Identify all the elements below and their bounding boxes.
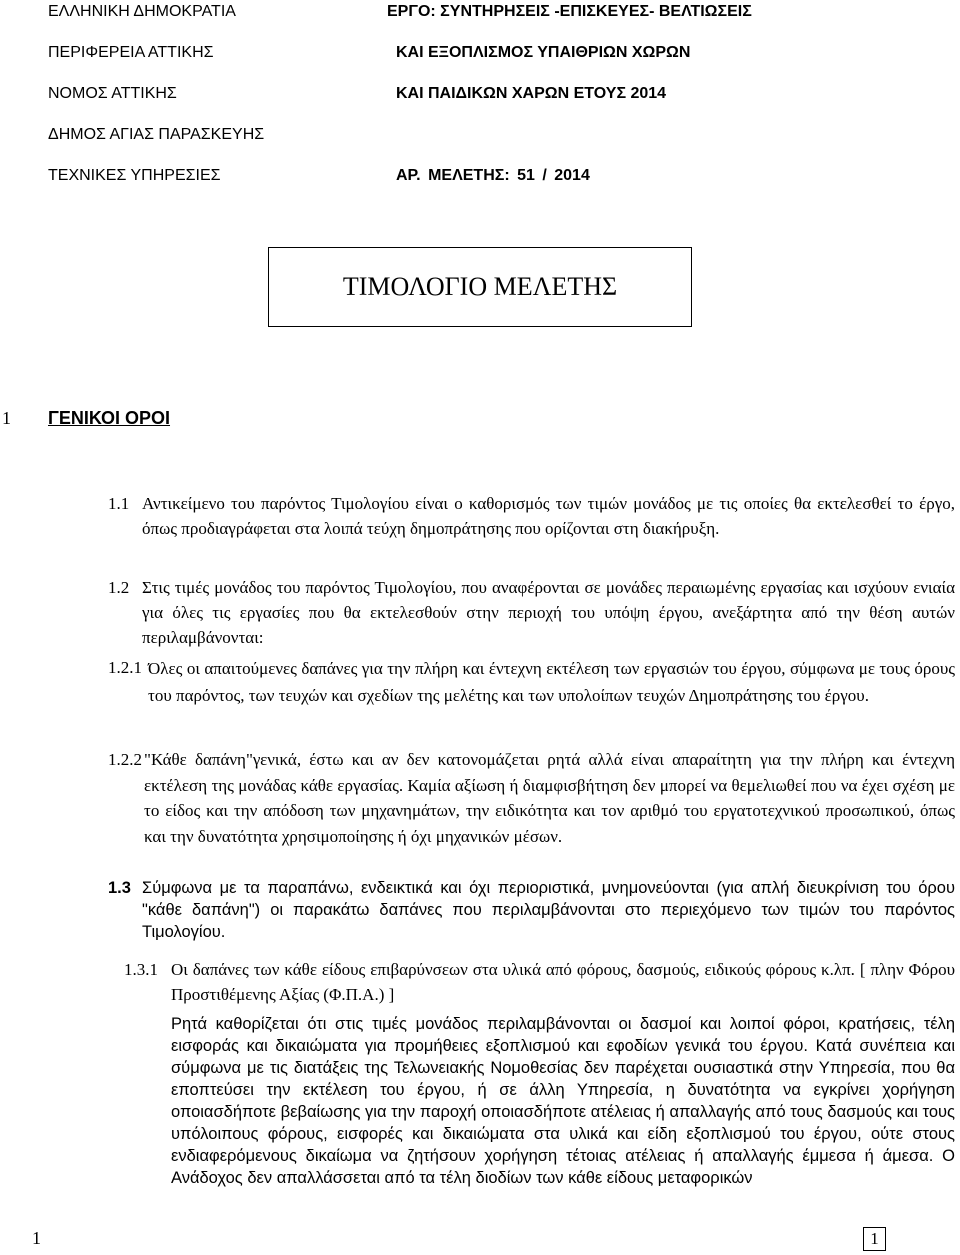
clause-number-1-2-1: 1.2.1 (108, 658, 142, 677)
clause-text-1-1: Αντικείμενο του παρόντος Τιμολογίου είναι ο καθορισμός των τιμών μονάδος με τις οποίες θα εκτελεσθεί το έργο, όπως προδιαγράφεται στα λοιπά τεύχη δημοπράτησης που ορίζονται στη διακήρυξη. (142, 494, 955, 538)
page-number: 1 (870, 1229, 879, 1248)
project-title-line-3: ΚΑΙ ΠΑΙΔΙΚΩΝ ΧΑΡΩΝ ΕΤΟΥΣ 2014 (396, 85, 667, 102)
section-title: ΓΕΝΙΚΟΙ ΟΡΟΙ (48, 408, 171, 428)
document-title-box (268, 247, 692, 327)
clause-number-1-2-2: 1.2.2 (108, 750, 142, 769)
header-line-technical-services: ΤΕΧΝΙΚΕΣ ΥΠΗΡΕΣΙΕΣ (48, 167, 221, 184)
project-title-line-2: ΚΑΙ ΕΞΟΠΛΙΣΜΟΣ ΥΠΑΙΘΡΙΩΝ ΧΩΡΩΝ (396, 44, 691, 61)
clause-text-1-3-1: Οι δαπάνες των κάθε είδους επιβαρύνσεων στα υλικά από φόρους, δασμούς, ειδικούς φόρους κ.λπ. [ πλην Φόρου Προστιθέμενης Αξίας (Φ.Π.Α.) ] (171, 960, 955, 1004)
clause-text-1-2-1: Όλες οι απαιτούμενες δαπάνες για την πλήρη και έντεχνη εκτέλεση των εργασιών του έργου, σύμφωνα με τους όρους του παρόντος, των τευχών και σχεδίων της μελέτης και των υπολοίπων τευχών Δημοπράτησης του έργου. (148, 659, 955, 705)
header-line-region: ΠΕΡΙΦΕΡΕΙΑ ΑΤΤΙΚΗΣ (48, 44, 214, 61)
header-line-prefecture: ΝΟΜΟΣ ΑΤΤΙΚΗΣ (48, 85, 177, 102)
header-line-republic: ΕΛΛΗΝΙΚΗ ΔΗΜΟΚΡΑΤΙΑ (48, 3, 236, 20)
clause-number-1-3-1: 1.3.1 (124, 960, 158, 979)
header-line-municipality: ΔΗΜΟΣ ΑΓΙΑΣ ΠΑΡΑΣΚΕΥΗΣ (48, 126, 265, 143)
page-number-box (863, 1227, 886, 1251)
clause-number-1-1: 1.1 (108, 494, 130, 513)
footer-number: 1 (32, 1228, 41, 1248)
study-number: ΑΡ. ΜΕΛΕΤΗΣ: 51 / 2014 (396, 167, 590, 184)
clause-number-1-3: 1.3 (108, 879, 131, 897)
section-number: 1 (2, 408, 11, 428)
clause-text-1-3: Σύμφωνα με τα παραπάνω, ενδεικτικά και όχι περιοριστικά, μνημονεύονται (για απλή διευκρίνιση του όρου "κάθε δαπάνη") οι παρακάτω δαπάνες που περιλαμβάνονται στο περιεχόμενο των τιμών του παρόντος Τιμολογίου. (142, 879, 955, 941)
clause-text-1-2: Στις τιμές μονάδος του παρόντος Τιμολογίου, που αναφέρονται σε μονάδες περαιωμένης εργασίας και ισχύουν ενιαία για όλες τις εργασίες που θα εκτελεσθούν στην περιοχή του υπόψη έργου, ανεξάρτητα από την θέση αυτών περιλαμβάνονται: (142, 578, 955, 647)
clause-body-1-3-1: Ρητά καθορίζεται ότι στις τιμές μονάδος περιλαμβάνονται οι δασμοί και λοιποί φόροι, κρατήσεις, τέλη εισφοράς και δικαιώματα για προμήθειες εξοπλισμού και εφοδίων γενικά του έργου. Κατά συνέπεια και σύμφωνα με τις διατάξεις της Τελωνειακής Νομοθεσίας δεν παρέχεται ουσιαστικά στην Υπηρεσία, που θα εποπτεύσει την εκτέλεση του έργου, ή σε άλλη Υπηρεσία, η δυνατότητα να εγκρίνει χορήγηση οποιασδήποτε βεβαίωσης για την παροχή οποιασδήποτε ατέλειας ή απαλλαγής από τους δασμούς και τους υπόλοιπους φόρους, εισφορές και δικαιώματα στα υλικά και είδη εξοπλισμού του έργου, ούτε στους ενδιαφερόμενους δικαίωμα να ζητήσουν χορήγηση τέτοιας ατέλειας ή απαλλαγής έμμεσα ή άμεσα. Ο Ανάδοχος δεν απαλλάσσεται από τα τέλη διοδίων των κάθε είδους μεταφορικών (171, 1015, 955, 1187)
clause-number-1-2: 1.2 (108, 578, 130, 597)
project-title-line-1: ΕΡΓΟ: ΣΥΝΤΗΡΗΣΕΙΣ -ΕΠΙΣΚΕΥΕΣ- ΒΕΛΤΙΩΣΕΙΣ (387, 3, 752, 20)
clause-text-1-2-2: "Κάθε δαπάνη"γενικά, έστω και αν δεν κατονομάζεται ρητά αλλά είναι απαραίτητη για την πλήρη και έντεχνη εκτέλεση της μονάδας κάθε εργασίας. Καμία αξίωση ή διαμφισβήτηση δεν μπορεί να θεμελιωθεί που να έχει σχέση με το είδος και την απόδοση των μηχανημάτων, την ειδικότητα και τον αριθμό του εργατοτεχνικού προσωπικού, όπως και την δυνατότητα χρησιμοποίησης ή όχι μηχανικών μέσων. (144, 750, 955, 846)
document-title: ΤΙΜΟΛΟΓΙΟ ΜΕΛΕΤΗΣ (342, 272, 618, 301)
